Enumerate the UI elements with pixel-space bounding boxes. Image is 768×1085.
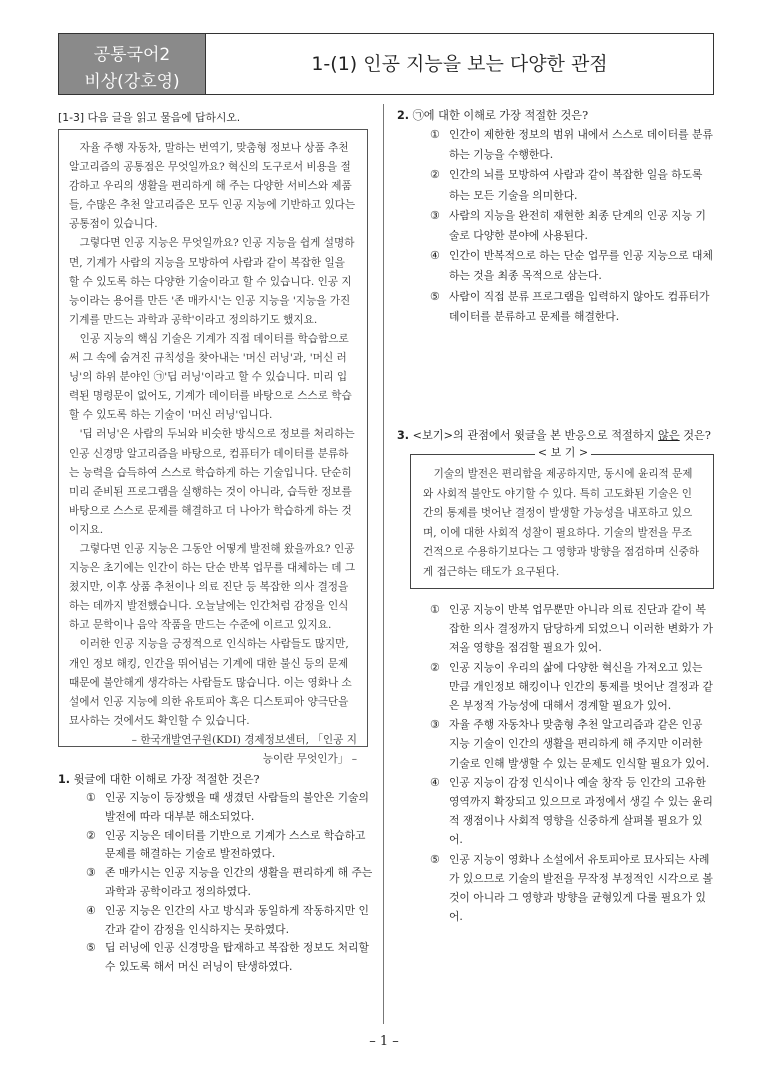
question-stem-emphasis: 않은 [658, 429, 680, 442]
option-text: 인간의 뇌를 모방하여 사람과 같이 복잡한 일을 하도록 하는 모든 기술을 의미한다. [449, 168, 703, 202]
option-5[interactable] [430, 850, 715, 927]
option-2[interactable] [86, 827, 374, 865]
option-mark: ② [430, 660, 440, 674]
option-4[interactable] [430, 246, 715, 286]
option-mark: ⑤ [86, 941, 96, 955]
page-title: 1-(1) 인공 지능을 보는 다양한 관점 [205, 34, 713, 94]
option-4[interactable] [86, 902, 374, 940]
question-3-stem [397, 426, 715, 445]
option-2[interactable] [430, 658, 715, 716]
option-1[interactable] [430, 600, 715, 658]
question-2 [397, 106, 715, 327]
option-mark: ④ [430, 249, 440, 263]
subject-label: 공통국어2 [93, 45, 171, 65]
option-text: 인공 지능이 반복 업무뿐만 아니라 의료 진단과 같이 복잡한 의사 결정까지 담당하게 되었으니 이러한 변화가 가져올 영향을 점검할 필요가 있어. [449, 603, 713, 655]
option-mark: ① [86, 791, 96, 804]
option-mark: ⑤ [430, 852, 440, 866]
option-text: 존 매카시는 인공 지능을 인간의 생활을 편리하게 해 주는 과학과 공학이라고 정의하였다. [105, 866, 373, 898]
option-text: 인간이 제한한 정보의 범위 내에서 스스로 데이터를 분류하는 기능을 수행한다. [449, 128, 713, 162]
option-mark: ③ [86, 866, 96, 880]
option-mark: ③ [430, 208, 440, 222]
question-number: 1. [58, 773, 71, 786]
question-1 [58, 770, 374, 977]
question-stem: <보기>의 관점에서 윗글을 본 반응으로 적절하지 [412, 429, 659, 442]
option-text: 자율 주행 자동차나 맞춤형 추천 알고리즘과 같은 인공 지능 기술이 인간의 생활을 편리하게 해 주지만 이러한 기술로 인해 발생할 수 있는 문제도 인식할 필요가 있어. [449, 718, 710, 770]
question-stem: ㉠에 대한 이해로 가장 적절한 것은? [412, 109, 589, 122]
option-mark: ④ [430, 775, 440, 789]
bogi-box: 기술의 발전은 편리함을 제공하지만, 동시에 윤리적 문제와 사회적 불안도 야기할 수 있다. 특히 고도화된 기술은 인간의 통제를 벗어난 결정이 발생할 가능성을 내포하고 있으며, 이에 대한 사회적 성찰이 필요하다. 기술의 발전을 무조건적으로 수용하기보다는 그 영향과 방향을 점검하며 신중하게 접근하는 태도가 요구된다. [410, 454, 714, 589]
reading-passage [58, 129, 368, 765]
option-text: 딥 러닝에 인공 신경망을 탑재하고 복잡한 정보도 처리할 수 있도록 해서 머신 러닝이 탄생하였다. [105, 941, 369, 974]
passage-paragraph: 이러한 인공 지능을 긍정적으로 인식하는 사람들도 많지만, 개인 정보 해킹, 인간을 뛰어넘는 기계에 대한 불신 등의 문제 때문에 불안해게 생각하는 사람들도 많습니다. 이는 영화나 소설에서 인공 지능에 의한 유토피아 혹은 디스토피아 양극단을 묘사하는 것에서도 확인할 수 있습니다. [69, 638, 352, 727]
passage-paragraph: '딥 러닝'은 사람의 두뇌와 비슷한 방식으로 정보를 처리하는 인공 신경망 알고리즘을 바탕으로, 컴퓨터가 데이터를 분류하는 능력을 습득하여 스스로 학습하게 하는 기술입니다. 단순히 미리 준비된 프로그램을 실행하는 것이 아니라, 습득한 정보를 바탕으로 스스로 문제를 해결하고 더 나아가 학습하게 하는 것이지요. [69, 428, 355, 536]
option-text: 인공 지능은 인간의 사고 방식과 동일하게 작동하지만 인간과 같이 감정을 인식하지는 못하였다. [105, 903, 369, 936]
option-3[interactable] [86, 864, 374, 902]
option-text: 인공 지능이 영화나 소설에서 유토피아로 묘사되는 사례가 있으므로 기술의 발전을 무작정 부정적인 시각으로 볼 것이 아니라 그 영향과 방향을 균형있게 다룰 필요가 있어. [449, 852, 713, 924]
option-5[interactable] [86, 939, 374, 977]
bogi-title: < 보 기 > [535, 444, 591, 462]
passage-paragraph: 인공 지능의 핵심 기술은 기계가 직접 데이터를 학습함으로써 그 속에 숨겨진 규칙성을 찾아내는 '머신 러닝'과, '머신 러닝'의 하위 분야인 ㉠'딥 러닝'이라고 할 수 있습니다. 미리 입력된 명령문이 없어도, 기계가 데이터를 바탕으로 스스로 학습할 수 있도록 하는 기술이 '머신 러닝'입니다. [69, 332, 352, 422]
option-1[interactable] [86, 789, 374, 827]
publisher-label: 비상(강호영) [84, 72, 180, 92]
option-1[interactable] [430, 125, 715, 165]
question-number: 3. [397, 429, 410, 442]
option-text: 인공 지능이 감정 인식이나 예술 창작 등 인간의 고유한 영역까지 확장되고 있으므로 과정에서 생길 수 있는 윤리적 쟁점이나 사회적 영향을 신중하게 살펴볼 필요가 있어. [449, 775, 713, 847]
option-text: 사람이 직접 분류 프로그램을 입력하지 않아도 컴퓨터가 데이터를 분류하고 문제를 해결한다. [449, 289, 710, 323]
instruction: [1-3] 다음 글을 읽고 물음에 답하시오. [58, 111, 241, 124]
option-mark: ③ [430, 718, 440, 732]
passage-paragraph: 그렇다면 인공 지능은 그동안 어떻게 발전해 왔을까요? 인공 지능은 초기에는 인간이 하는 단순 반복 업무를 대체하는 데 그쳤지만, 이후 상품 추천이나 의료 진단 등 복잡한 의사 결정을 하는 데까지 발전했습니다. 오늘날에는 인간처럼 감정을 인식하고 문학이나 음악 작품을 만드는 수준에 이르고 있지요. [69, 542, 356, 632]
option-3[interactable] [430, 715, 715, 773]
option-mark: ② [430, 168, 440, 182]
option-mark: ④ [86, 903, 96, 917]
option-3[interactable] [430, 206, 715, 246]
option-mark: ⑤ [430, 289, 440, 303]
header-box [58, 33, 714, 95]
question-3-options [411, 600, 715, 926]
subject-badge [59, 34, 205, 94]
option-2[interactable] [430, 165, 715, 205]
option-text: 인간이 반복적으로 하는 단순 업무를 인공 지능으로 대체하는 것을 최종 목적으로 삼는다. [449, 249, 713, 283]
option-mark: ① [430, 603, 440, 616]
passage-paragraph: 자율 주행 자동차, 말하는 번역기, 맞춤형 정보나 상품 추천 알고리즘의 공통점은 무엇일까요? 혁신의 도구로서 비용을 절감하고 우리의 생활을 편리하게 해 주는 다양한 서비스와 제품들, 수많은 추천 알고리즘은 모두 인공 지능에 기반하고 있다는 공통점이 있습니다. [69, 142, 356, 231]
question-stem: 윗글에 대한 이해로 가장 적절한 것은? [73, 773, 260, 786]
option-5[interactable] [430, 287, 715, 327]
passage-paragraph: 그렇다면 인공 지능은 무엇일까요? 인공 지능을 쉽게 설명하면, 기계가 사람의 지능을 모방하여 사람과 같이 복잡한 일을 할 수 있도록 하는 다양한 기술이라고 할 수 있습니다. 인공 지능이라는 용어를 만든 '존 매카시'는 인공 지능을 '지능을 가진 기계를 만드는 과학과 공학'이라고 정의하기도 했지요. [69, 237, 355, 326]
option-text: 인공 지능이 우리의 삶에 다양한 혁신을 가져오고 있는 만큼 개인정보 해킹이나 인간의 통제를 벗어난 결정과 같은 부정적 가능성에 대해서 경계할 필요가 있어. [449, 660, 713, 713]
page-number: – 1 – [369, 1034, 399, 1049]
option-text: 사람의 지능을 완전히 재현한 최종 단계의 인공 지능 기술로 다양한 분야에 사용된다. [449, 208, 706, 243]
question-number: 2. [397, 109, 410, 122]
option-text: 인공 지능이 등장했을 때 생겼던 사람들의 불안은 기술의 발전에 따라 대부분 해소되었다. [105, 791, 369, 823]
option-text: 인공 지능은 데이터를 기반으로 기계가 스스로 학습하고 문제를 해결하는 기술로 발전하였다. [105, 828, 366, 861]
question-stem-end: 것은? [679, 429, 711, 442]
option-4[interactable] [430, 773, 715, 850]
passage-source: – 한국개발연구원(KDI) 경제정보센터, 「인공 지능이란 무엇인가」 – [131, 733, 357, 765]
option-mark: ② [86, 828, 96, 842]
option-mark: ① [430, 128, 440, 141]
column-divider [383, 104, 384, 1024]
